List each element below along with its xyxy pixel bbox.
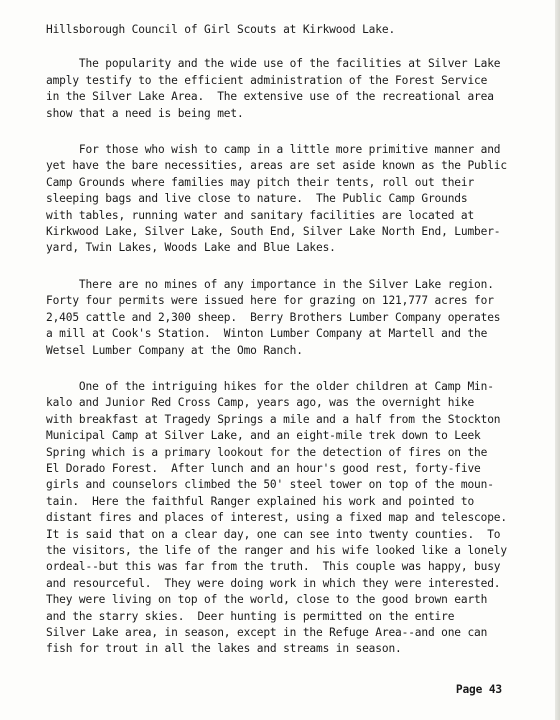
page-number: Page 43 bbox=[455, 683, 502, 696]
paragraph-line: and the starry skies. Deer hunting is permitted on the entire bbox=[46, 609, 455, 623]
paragraph-line: It is said that on a clear day, one can see into twenty counties. To bbox=[46, 527, 501, 541]
paragraph-line: Kirkwood Lake, Silver Lake, South End, Silver Lake North End, Lumber- bbox=[46, 225, 501, 239]
paragraph-line: yet have the bare necessities, areas are set aside known as the Public bbox=[46, 159, 507, 173]
paragraph-line: Camp Grounds where families may pitch their tents, roll out their bbox=[46, 175, 475, 189]
paragraph-line: distant fires and places of interest, using a fixed map and telescope. bbox=[46, 511, 507, 525]
page-edge-shadow bbox=[555, 0, 560, 720]
paragraph-line: One of the intriguing hikes for the older children at Camp Min- bbox=[46, 379, 494, 393]
paragraph-line: ordeal--but this was far from the truth. This couple was happy, busy bbox=[46, 560, 501, 574]
paragraph-line: with tables, running water and sanitary facilities are located at bbox=[46, 208, 475, 222]
paragraph-line: in the Silver Lake Area. The extensive use of the recreational area bbox=[46, 90, 494, 104]
paragraph-camp-grounds bbox=[46, 142, 544, 257]
paragraph-line: The popularity and the wide use of the facilities at Silver Lake bbox=[46, 57, 501, 71]
paragraph-line: sleeping bags and live close to nature. The Public Camp Grounds bbox=[46, 192, 468, 206]
paragraph-hikes bbox=[46, 379, 544, 658]
paragraph-line: and resourceful. They were doing work in which they were interested. bbox=[46, 576, 501, 590]
paragraph-line: 2,405 cattle and 2,300 sheep. Berry Brothers Lumber Company operates bbox=[46, 310, 501, 324]
paragraph-line: Silver Lake area, in season, except in the Refuge Area--and one can bbox=[46, 626, 488, 639]
paragraph-line: the visitors, the life of the ranger and his wife looked like a lonely bbox=[46, 543, 507, 557]
paragraph-line: El Dorado Forest. After lunch and an hour's good rest, forty-five bbox=[46, 461, 481, 475]
paragraph-mines-grazing bbox=[46, 277, 544, 359]
paragraph-forest-service bbox=[46, 56, 544, 122]
paragraph-line: show that a need is being met. bbox=[46, 106, 244, 120]
paragraph-line: Spring which is a primary lookout for the detection of fires on the bbox=[46, 445, 488, 459]
paragraph-line: fish for trout in all the lakes and streams in season. bbox=[46, 642, 402, 656]
paragraph-line: tain. Here the faithful Ranger explained his work and pointed to bbox=[46, 494, 475, 508]
paragraph-line: There are no mines of any importance in the Silver Lake region. bbox=[46, 277, 494, 291]
paragraph-line: a mill at Cook's Station. Winton Lumber Company at Martell and the bbox=[46, 327, 488, 341]
paragraph-line: For those who wish to camp in a little more primitive manner and bbox=[46, 143, 501, 157]
paragraph-line: amply testify to the efficient administration of the Forest Service bbox=[46, 73, 488, 87]
paragraph-line: Forty four permits were issued here for grazing on 121,777 acres for bbox=[46, 294, 494, 308]
opening-line: Hillsborough Council of Girl Scouts at Kirkwood Lake. bbox=[46, 23, 396, 36]
paragraph-line: with breakfast at Tragedy Springs a mile and a half from the Stockton bbox=[46, 412, 501, 426]
paragraph-line: yard, Twin Lakes, Woods Lake and Blue Lakes. bbox=[46, 241, 336, 255]
paragraph-line: Municipal Camp at Silver Lake, and an eight-mile trek down to Leek bbox=[46, 429, 481, 443]
paragraph-line: kalo and Junior Red Cross Camp, years ago, was the overnight hike bbox=[46, 396, 475, 410]
paragraph-line: They were living on top of the world, close to the good brown earth bbox=[46, 593, 488, 607]
paragraph-line: Wetsel Lumber Company at the Omo Ranch. bbox=[46, 343, 303, 357]
paragraph-line: girls and counselors climbed the 50' steel tower on top of the moun- bbox=[46, 478, 494, 492]
